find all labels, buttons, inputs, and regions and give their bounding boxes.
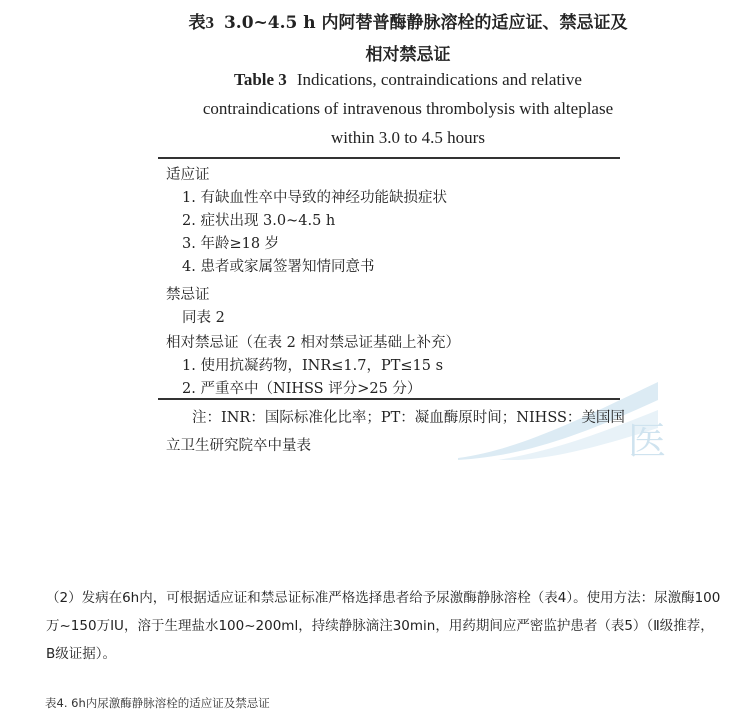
list-item: 2. 严重卒中（NIHSS 评分>25 分） <box>182 381 422 397</box>
list-item: 3. 年龄≥18 岁 <box>182 236 280 252</box>
en-title-line1 <box>158 70 658 90</box>
table-top-rule <box>158 157 620 159</box>
cn-title-text: 3.0~4.5 h 内阿替普酶静脉溶栓的适应证、禁忌证及 <box>223 13 628 33</box>
cn-table-label: 表3 <box>188 13 214 32</box>
table-note-line1: 注：INR：国际标准化比率；PT：凝血酶原时间；NIHSS：美国国 <box>192 410 625 426</box>
table-note-line2: 立卫生研究院卒中量表 <box>166 438 311 454</box>
list-item: 同表 2 <box>182 310 225 326</box>
en-title-line3: within 3.0 to 4.5 hours <box>331 128 485 147</box>
section-heading-indications: 适应证 <box>166 167 210 183</box>
body-paragraph: （2）发病在6h内，可根据适应证和禁忌证标准严格选择患者给予尿激酶静脉溶栓（表4）。使用方法：尿激酶100万~150万IU，溶于生理盐水100~200ml，持续静脉滴注30min，用药期间应严密监护患者（表5）（Ⅱ级推荐，B级证据）。 <box>46 590 721 662</box>
cn-title-line2: 相对禁忌证 <box>365 45 451 65</box>
list-item: 4. 患者或家属签署知情同意书 <box>182 259 375 275</box>
list-item: 1. 使用抗凝药物，INR≤1.7，PT≤15 s <box>182 358 444 374</box>
list-item: 2. 症状出现 3.0~4.5 h <box>182 213 336 229</box>
en-title-line2: contraindications of intravenous thrombolysis with alteplase <box>202 99 614 118</box>
section-heading-relative-contraindications: 相对禁忌证（在表 2 相对禁忌证基础上补充） <box>166 335 460 351</box>
section-heading-contraindications: 禁忌证 <box>166 287 210 303</box>
table-figure <box>158 0 667 463</box>
table4-caption: 表4. 6h内尿激酶静脉溶栓的适应证及禁忌证 <box>45 696 270 710</box>
table-bottom-rule <box>158 398 620 400</box>
watermark-glyph: 医 <box>628 419 667 463</box>
en-title-text: Indications, contraindications and relative <box>296 70 582 89</box>
cn-title-line1 <box>158 8 658 33</box>
list-item: 1. 有缺血性卒中导致的神经功能缺损症状 <box>182 190 447 206</box>
en-table-label: Table 3 <box>234 70 287 89</box>
